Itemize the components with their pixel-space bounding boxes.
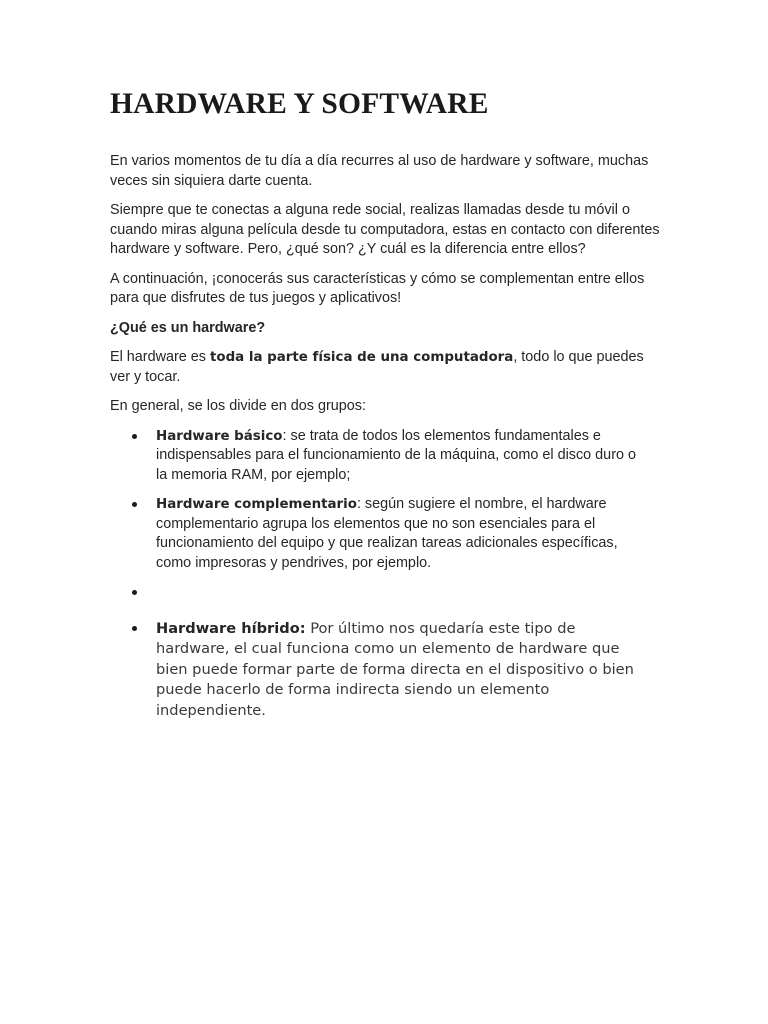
list-item-term: Hardware básico (156, 428, 283, 444)
hardware-definition-tail: , todo lo que puedes ver y tocar. (110, 349, 644, 385)
list-item-term: Hardware híbrido: (156, 619, 306, 637)
hardware-definition-emphasis: toda la parte física de una computadora (209, 350, 514, 365)
list-item (88, 619, 643, 722)
list-item (88, 427, 643, 486)
list-item-text: Por último nos quedaría este tipo de hardware, el cual funciona como un elemento de hardware que bien puede formar parte de forma directa en el dispositivo o bien puede hacerlo de forma indirecta siendo un elemento independiente. (156, 619, 634, 719)
hardware-groups-list (88, 427, 643, 722)
list-item-term: Hardware complementario (156, 497, 357, 512)
bullet-icon (132, 434, 137, 439)
groups-intro: En general, se los divide en dos grupos: (110, 398, 366, 414)
list-item-text: : se trata de todos los elementos fundamentales e indispensables para el funcionamiento de la máquina, como el disco duro o la memoria RAM, por ejemplo; (156, 427, 636, 483)
hardware-definition-lead: El hardware es (110, 349, 210, 365)
bullet-icon (132, 502, 137, 507)
bullet-icon (132, 626, 137, 631)
hardware-definition (110, 348, 665, 387)
context-paragraph: Siempre que te conectas a alguna rede social, realizas llamadas desde tu móvil o cuando miras alguna película desde tu computadora, estas en contacto con diferentes hardware y software. Pero, ¿qué son? ¿Y cuál es la diferencia entre ellos? (110, 202, 660, 257)
list-item (88, 495, 643, 573)
document-page (110, 86, 665, 731)
bullet-icon (132, 590, 137, 595)
list-item-text: : según sugiere el nombre, el hardware complementario agrupa los elementos que no son esenciales para el funcionamiento del equipo y que realizan tareas adicionales específicas, como impresoras y pendrives, por ejemplo. (156, 496, 618, 571)
continuation-paragraph: A continuación, ¡conocerás sus características y cómo se complementan entre ellos para que disfrutes de tus juegos y aplicativos! (110, 270, 645, 306)
document-title: HARDWARE Y SOFTWARE (110, 88, 489, 120)
list-item-empty (88, 583, 643, 603)
intro-paragraph: En varios momentos de tu día a día recurres al uso de hardware y software, muchas veces sin siquiera darte cuenta. (110, 153, 649, 189)
hardware-heading: ¿Qué es un hardware? (110, 319, 266, 336)
